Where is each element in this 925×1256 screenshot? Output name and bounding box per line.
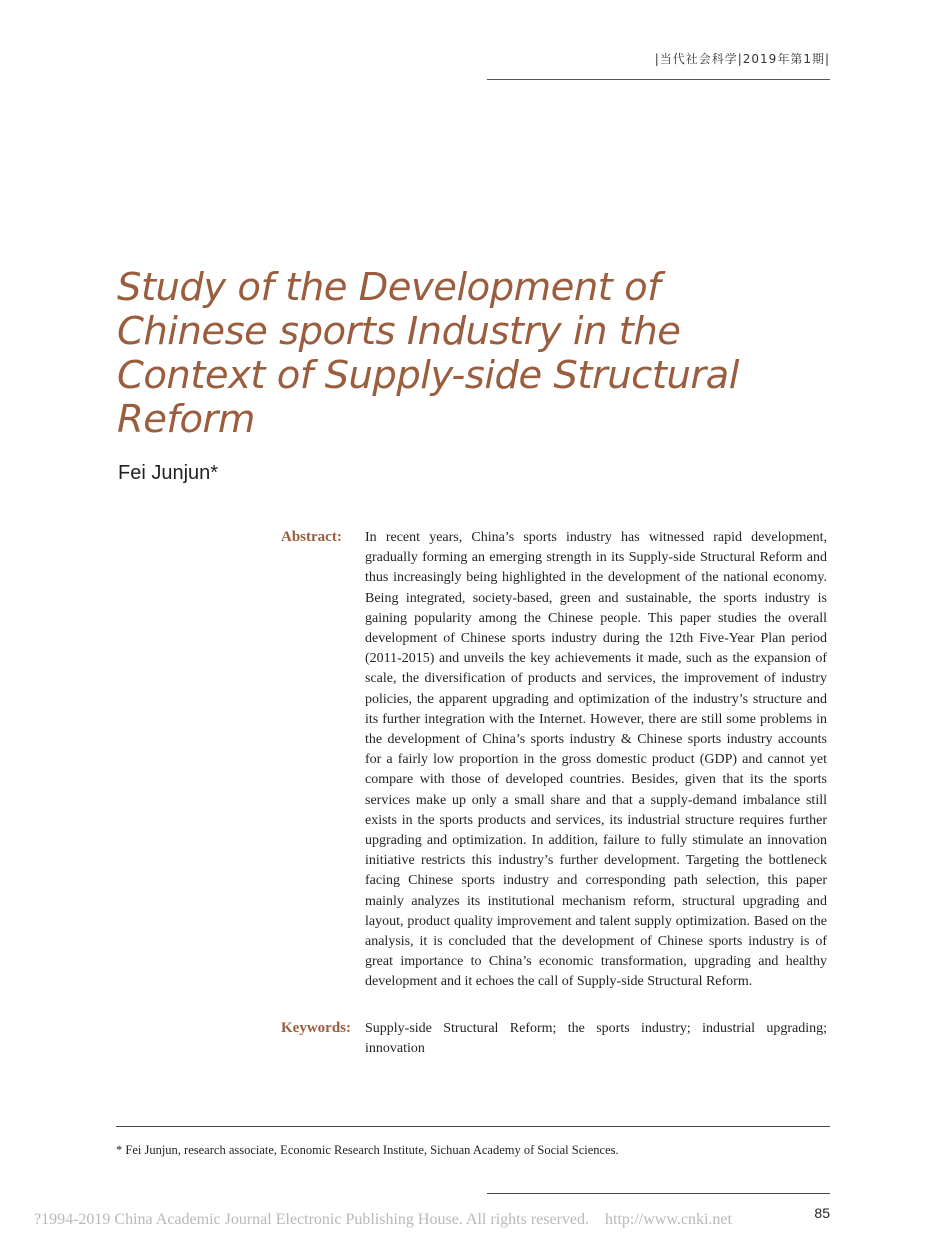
header-rule: [487, 79, 830, 80]
journal-header: |当代社会科学|2019年第1期|: [654, 52, 830, 66]
page-number: 85: [814, 1205, 830, 1221]
author-name: Fei Junjun*: [118, 462, 219, 484]
article-title: Study of the Development of Chinese sports Industry in the Context of Supply-side Structural Reform: [117, 265, 739, 442]
copyright-watermark: ?1994-2019 China Academic Journal Electronic Publishing House. All rights reserved. http://www.cnki.net: [34, 1211, 732, 1228]
abstract-label: Abstract:: [281, 529, 342, 545]
footnote-rule: [116, 1126, 830, 1127]
keywords-text: Supply-side Structural Reform; the sports industry; industrial upgrading; innovation: [365, 1021, 827, 1057]
footer-rule: [487, 1193, 830, 1194]
keywords-label: Keywords:: [281, 1020, 351, 1036]
author-footnote: * Fei Junjun, research associate, Economic Research Institute, Sichuan Academy of Social Sciences.: [116, 1143, 619, 1157]
abstract-text: In recent years, China’s sports industry has witnessed rapid development, gradually forming an emerging strength in its Supply-side Structural Reform and thus increasingly being highlighted in the development of the national economy. Being integrated, society-based, green and sustainable, the sports industry is gaining popularity among the Chinese people. This paper studies the overall development of Chinese sports industry during the 12th Five-Year Plan period (2011-2015) and unveils the key achievements it made, such as the expansion of scale, the diversification of products and services, the improvement of industry policies, the apparent upgrading and optimization of the industry’s structure and its further integration with the Internet. However, there are still some problems in the development of China’s sports industry & Chinese sports industry accounts for a fairly low proportion in the gross domestic product (GDP) and cannot yet compare with those of developed countries. Besides, given that its the sports services make up only a small share and that a supply-demand imbalance still exists in the sports products and services, its industrial structure requires further upgrading and optimization. In addition, failure to fully stimulate an innovation initiative restricts this industry’s further development. Targeting the bottleneck facing Chinese sports industry and corresponding path selection, this paper mainly analyzes its institutional mechanism reform, structural upgrading and layout, product quality improvement and talent supply optimization. Based on the analysis, it is concluded that the development of Chinese sports industry is of great importance to China’s economic transformation, upgrading and healthy development and it echoes the call of Supply-side Structural Reform.: [365, 530, 827, 990]
